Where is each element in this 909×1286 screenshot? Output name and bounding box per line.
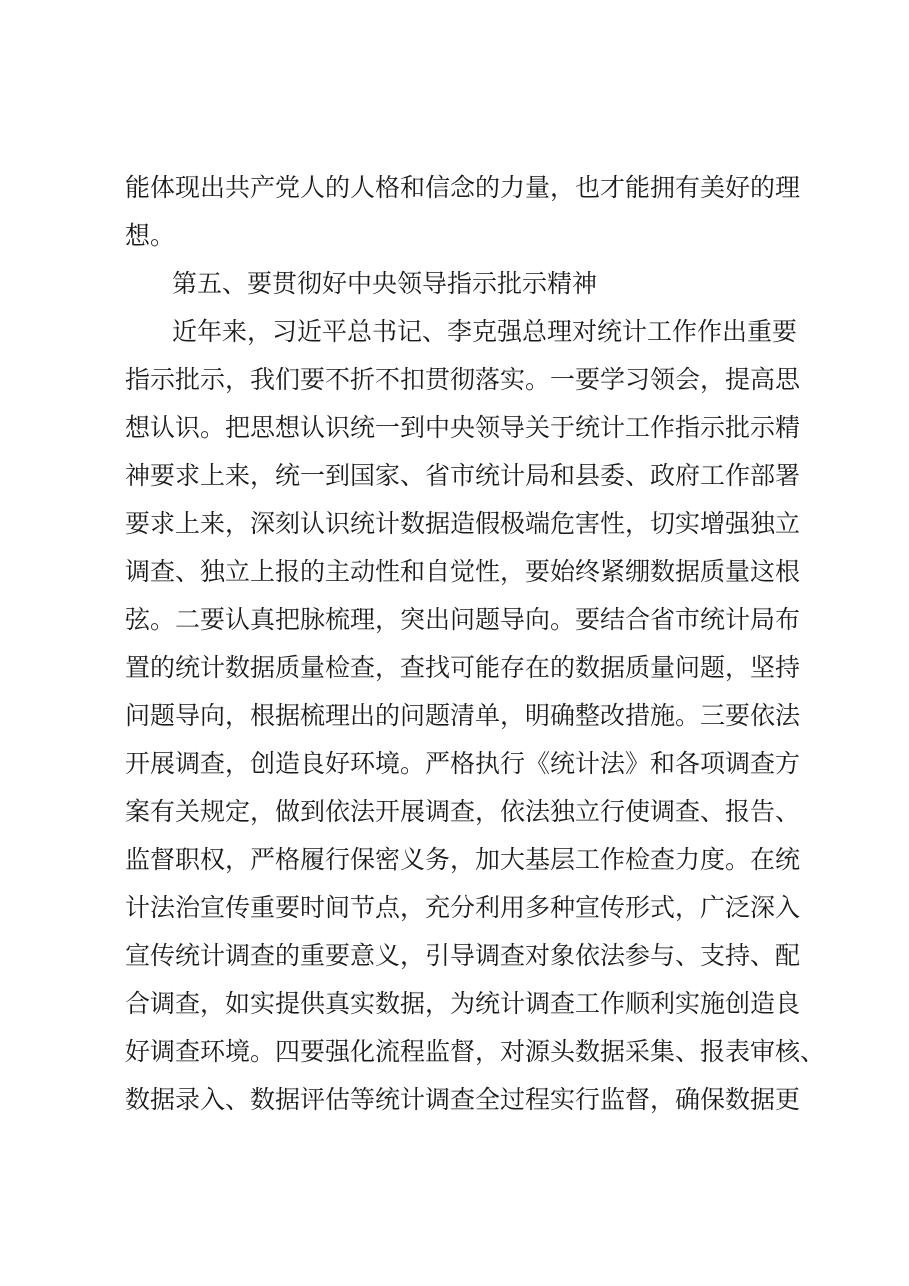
- body-text-line: 数据录入、数据评估等统计调查全过程实行监督，确保数据更: [125, 1085, 801, 1114]
- body-text-line: 想认识。把思想认识统一到中央领导关于统计工作指示批示精: [125, 413, 801, 442]
- body-text-line: 问题导向，根据梳理出的问题清单，明确整改措施。三要依法: [125, 701, 801, 730]
- body-text-line: 要求上来，深刻认识统计数据造假极端危害性，切实增强独立: [125, 509, 801, 538]
- body-text-line: 能体现出共产党人的人格和信念的力量，也才能拥有美好的理: [125, 173, 801, 202]
- body-text-line: 开展调查，创造良好环境。严格执行《统计法》和各项调查方: [125, 749, 801, 778]
- body-text-line: 案有关规定，做到依法开展调查，依法独立行使调查、报告、: [125, 797, 801, 826]
- section-heading: 第五、要贯彻好中央领导指示批示精神: [172, 269, 598, 298]
- body-text-line: 指示批示，我们要不折不扣贯彻落实。一要学习领会，提高思: [125, 365, 801, 394]
- paragraph-first-line: 近年来，习近平总书记、李克强总理对统计工作作出重要: [172, 317, 798, 346]
- body-text-line: 调查、独立上报的主动性和自觉性，要始终紧绷数据质量这根: [125, 557, 801, 586]
- body-text-line: 好调查环境。四要强化流程监督，对源头数据采集、报表审核、: [125, 1037, 826, 1066]
- body-text-line: 监督职权，严格履行保密义务，加大基层工作检查力度。在统: [125, 845, 801, 874]
- body-text-line: 置的统计数据质量检查，查找可能存在的数据质量问题，坚持: [125, 653, 801, 682]
- body-text-line: 计法治宣传重要时间节点，充分利用多种宣传形式，广泛深入: [125, 893, 801, 922]
- body-text-line: 神要求上来，统一到国家、省市统计局和县委、政府工作部署: [125, 461, 801, 490]
- body-text-line: 弦。二要认真把脉梳理，突出问题导向。要结合省市统计局布: [125, 605, 801, 634]
- body-text-line: 合调查，如实提供真实数据，为统计调查工作顺利实施创造良: [125, 989, 801, 1018]
- body-text-line: 想。: [125, 221, 176, 250]
- body-text-line: 宣传统计调查的重要意义，引导调查对象依法参与、支持、配: [125, 941, 801, 970]
